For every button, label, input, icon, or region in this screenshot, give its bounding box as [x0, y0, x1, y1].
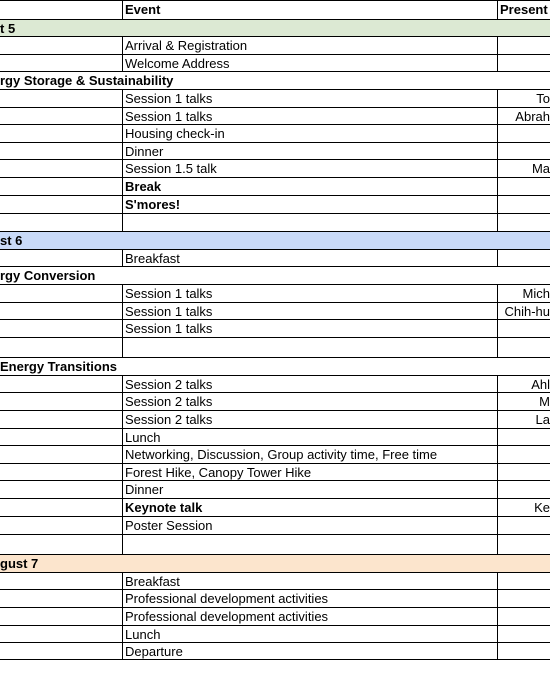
table-row [0, 250, 550, 267]
time-cell [0, 499, 122, 516]
time-cell [0, 464, 122, 480]
time-cell [0, 517, 122, 534]
presenter-cell [497, 320, 550, 337]
event-cell: Session 2 talks [122, 411, 497, 428]
event-cell: Poster Session [122, 517, 497, 534]
time-cell [0, 55, 122, 71]
presenter-header-cell: Present [497, 1, 550, 19]
presenter-cell [497, 250, 550, 266]
event-cell [122, 338, 497, 357]
table-row [0, 178, 550, 196]
table-row [0, 499, 550, 517]
time-cell [0, 160, 122, 177]
session-topic-row [0, 72, 550, 90]
event-cell: Session 2 talks [122, 376, 497, 392]
event-cell: Session 1 talks [122, 285, 497, 302]
presenter-name: To [536, 91, 550, 106]
presenter-cell [497, 338, 550, 357]
day-header-row [0, 232, 550, 250]
event-header-cell: Event [122, 1, 497, 19]
event-cell: Session 1 talks [122, 303, 497, 319]
time-cell [0, 303, 122, 319]
presenter-cell [497, 643, 550, 659]
table-row [0, 303, 550, 320]
presenter-name: Mich [522, 286, 550, 301]
presenter-cell [497, 376, 550, 392]
time-cell [0, 573, 122, 589]
time-cell [0, 376, 122, 392]
presenter-cell [497, 608, 550, 625]
time-cell [0, 643, 122, 659]
presenter-cell [497, 464, 550, 480]
session-topic-row [0, 358, 550, 376]
presenter-cell [497, 411, 550, 428]
table-row [0, 214, 550, 232]
session-topic-label: Energy Transitions [0, 359, 118, 374]
table-row [0, 481, 550, 499]
table-row [0, 464, 550, 481]
time-cell [0, 250, 122, 266]
table-row [0, 590, 550, 608]
event-cell: Breakfast [122, 573, 497, 589]
table-row [0, 643, 550, 660]
presenter-cell [497, 178, 550, 195]
time-cell [0, 108, 122, 124]
presenter-cell [497, 303, 550, 319]
header-row [0, 0, 550, 20]
table-row [0, 125, 550, 143]
time-cell [0, 125, 122, 142]
event-cell [122, 214, 497, 231]
event-cell: Session 1 talks [122, 320, 497, 337]
table-row [0, 338, 550, 358]
event-cell: Dinner [122, 481, 497, 498]
event-cell [122, 535, 497, 554]
table-row [0, 143, 550, 160]
presenter-cell [497, 573, 550, 589]
presenter-name: Abrah [515, 109, 550, 124]
time-cell [0, 338, 122, 357]
event-cell: Arrival & Registration [122, 37, 497, 54]
time-cell [0, 626, 122, 642]
event-cell: Professional development activities [122, 590, 497, 607]
day-label: st 6 [0, 233, 23, 248]
table-row [0, 411, 550, 429]
event-cell: Breakfast [122, 250, 497, 266]
presenter-cell [497, 393, 550, 410]
time-cell [0, 90, 122, 107]
presenter-cell [497, 517, 550, 534]
presenter-cell [497, 429, 550, 445]
presenter-cell [497, 626, 550, 642]
table-row [0, 108, 550, 125]
presenter-cell [497, 143, 550, 159]
event-cell: Networking, Discussion, Group activity time, Free time [122, 446, 497, 463]
time-cell [0, 320, 122, 337]
time-header-cell [0, 1, 122, 19]
table-row [0, 535, 550, 555]
time-cell [0, 608, 122, 625]
table-row [0, 608, 550, 626]
presenter-cell [497, 196, 550, 213]
time-cell [0, 178, 122, 195]
event-cell: Housing check-in [122, 125, 497, 142]
time-cell [0, 196, 122, 213]
presenter-cell [497, 590, 550, 607]
time-cell [0, 393, 122, 410]
event-cell: Break [122, 178, 497, 195]
presenter-cell [497, 499, 550, 516]
event-cell: Dinner [122, 143, 497, 159]
table-row [0, 446, 550, 464]
table-row [0, 55, 550, 72]
table-row [0, 517, 550, 535]
day-label: gust 7 [0, 556, 39, 571]
time-cell [0, 590, 122, 607]
event-cell: Session 1 talks [122, 108, 497, 124]
time-cell [0, 411, 122, 428]
presenter-name: Ke [534, 500, 550, 515]
event-cell: Lunch [122, 626, 497, 642]
table-row [0, 37, 550, 55]
presenter-name: Chih-hu [504, 304, 550, 319]
presenter-cell [497, 37, 550, 54]
presenter-cell [497, 160, 550, 177]
event-cell: Lunch [122, 429, 497, 445]
presenter-name: Ma [531, 161, 550, 176]
table-row [0, 429, 550, 446]
event-cell: Departure [122, 643, 497, 659]
table-row [0, 573, 550, 590]
event-cell: Professional development activities [122, 608, 497, 625]
table-row [0, 90, 550, 108]
time-cell [0, 285, 122, 302]
time-cell [0, 143, 122, 159]
session-topic-label: rgy Storage & Sustainability [0, 73, 174, 88]
event-cell: Keynote talk [122, 499, 497, 516]
table-row [0, 626, 550, 643]
session-topic-label: rgy Conversion [0, 268, 96, 283]
presenter-cell [497, 90, 550, 107]
event-cell: Session 1.5 talk [122, 160, 497, 177]
time-cell [0, 535, 122, 554]
event-cell: Session 2 talks [122, 393, 497, 410]
event-cell: Session 1 talks [122, 90, 497, 107]
time-cell [0, 446, 122, 463]
day-header-row [0, 555, 550, 573]
table-row [0, 160, 550, 178]
presenter-name: Ahl [531, 377, 550, 392]
time-cell [0, 37, 122, 54]
time-cell [0, 429, 122, 445]
day-header-row [0, 20, 550, 37]
event-cell: S'mores! [122, 196, 497, 213]
day-label: t 5 [0, 21, 16, 36]
time-cell [0, 214, 122, 231]
event-cell: Welcome Address [122, 55, 497, 71]
presenter-cell [497, 108, 550, 124]
time-cell [0, 481, 122, 498]
presenter-name: La [535, 412, 550, 427]
table-row [0, 285, 550, 303]
table-row [0, 393, 550, 411]
table-row [0, 320, 550, 338]
presenter-cell [497, 214, 550, 231]
presenter-cell [497, 481, 550, 498]
presenter-cell [497, 285, 550, 302]
session-topic-row [0, 267, 550, 285]
table-row [0, 196, 550, 214]
presenter-cell [497, 446, 550, 463]
event-cell: Forest Hike, Canopy Tower Hike [122, 464, 497, 480]
presenter-cell [497, 535, 550, 554]
table-row [0, 376, 550, 393]
presenter-name: M [539, 394, 550, 409]
presenter-cell [497, 55, 550, 71]
presenter-cell [497, 125, 550, 142]
